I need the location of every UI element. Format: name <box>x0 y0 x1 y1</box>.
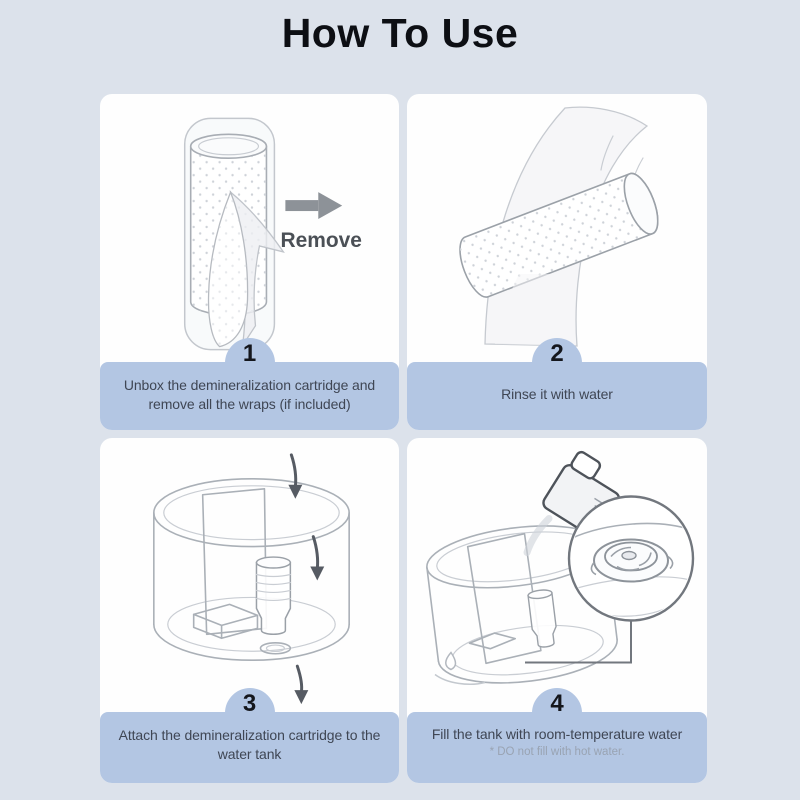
tank-fill-drawing <box>407 438 707 712</box>
down-arrow-icon-top <box>288 455 302 499</box>
step-3-number-badge <box>225 688 275 717</box>
page-title: How To Use <box>281 10 519 56</box>
step-2-number: 2 <box>550 340 564 367</box>
steps-grid <box>100 94 707 783</box>
pour-stream <box>527 519 549 553</box>
step-3-number: 3 <box>242 690 257 717</box>
step-1-number: 1 <box>242 340 257 367</box>
tank-attach-drawing <box>100 438 399 712</box>
step-1-caption: Unbox the demineralization cartridge and remove all the wraps (if included) <box>123 377 376 413</box>
step-4-caption: Fill the tank with room-temperature water <box>431 726 683 742</box>
down-arrow-icon-middle <box>310 537 324 581</box>
down-arrow-icon-bottom <box>294 666 308 704</box>
step-4-note: * DO not fill with hot water. <box>489 746 625 759</box>
cartridge-in-tank <box>256 557 290 634</box>
remove-arrow-icon <box>285 192 342 219</box>
step-panel-1 <box>100 94 399 430</box>
step-2-caption-area <box>407 340 707 430</box>
rinse-illustration <box>407 94 707 362</box>
unbox-illustration <box>100 94 399 362</box>
step-panel-4 <box>407 438 707 783</box>
cartridge-rinse-drawing <box>407 94 707 362</box>
step-1-caption-area <box>100 340 399 430</box>
step-3-caption-area <box>100 690 399 783</box>
step-panel-2 <box>407 94 707 430</box>
cartridge-unwrap-drawing <box>100 94 399 362</box>
step-panel-3 <box>100 438 399 783</box>
step-2-caption: Rinse it with water <box>501 386 613 402</box>
step-4-caption-area <box>407 690 707 783</box>
step-2-number-badge <box>532 338 582 367</box>
remove-label: Remove <box>280 228 362 252</box>
valve-outlet <box>260 643 290 654</box>
fill-illustration <box>407 438 707 712</box>
cartridge-in-tank <box>528 589 559 648</box>
float-block <box>469 631 516 651</box>
attach-illustration <box>100 438 399 712</box>
step-1-number-badge <box>225 338 275 367</box>
magnifier-detail-circle <box>569 497 693 621</box>
step-4-number: 4 <box>550 690 564 717</box>
step-3-caption: Attach the demineralization cartridge to the water tank <box>118 727 381 763</box>
step-4-number-badge <box>532 688 582 717</box>
